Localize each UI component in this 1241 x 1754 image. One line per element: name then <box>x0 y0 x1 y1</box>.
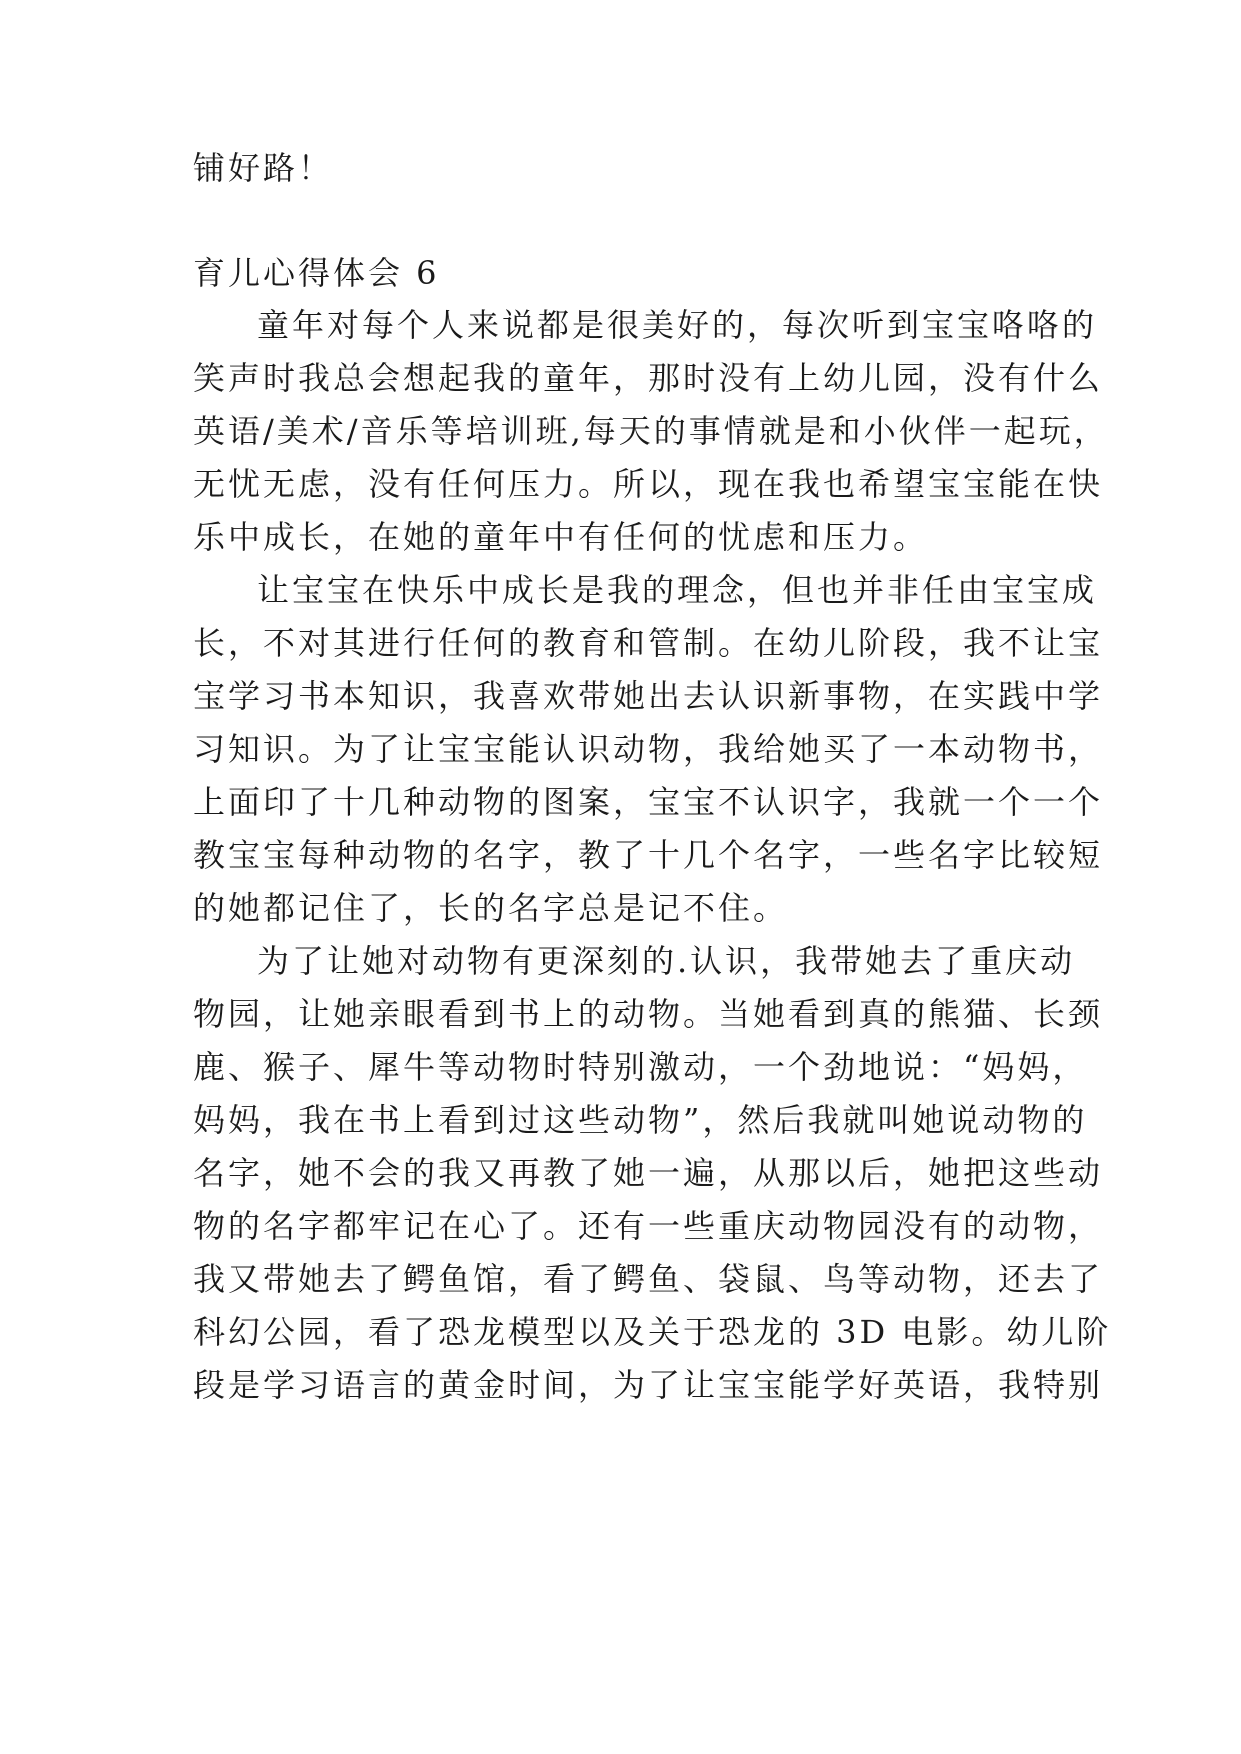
paragraph-line: 长，不对其进行任何的教育和管制。在幼儿阶段，我不让宝 <box>193 624 1104 662</box>
paragraph-line: 名字，她不会的我又再教了她一遍，从那以后，她把这些动 <box>193 1154 1104 1192</box>
paragraph-line: 为了让她对动物有更深刻的.认识，我带她去了重庆动 <box>257 942 1076 980</box>
paragraph-line: 宝学习书本知识，我喜欢带她出去认识新事物，在实践中学 <box>193 677 1104 715</box>
paragraph-line: 的她都记住了，长的名字总是记不住。 <box>193 889 789 927</box>
paragraph-line: 科幻公园，看了恐龙模型以及关于恐龙的 3D 电影。幼儿阶 <box>193 1313 1112 1351</box>
paragraph-line: 我又带她去了鳄鱼馆，看了鳄鱼、袋鼠、鸟等动物，还去了 <box>193 1260 1104 1298</box>
paragraph-line: 鹿、猴子、犀牛等动物时特别激动，一个劲地说：“妈妈， <box>193 1048 1088 1086</box>
paragraph-line: 教宝宝每种动物的名字，教了十几个名字，一些名字比较短 <box>193 836 1104 874</box>
paragraph-line: 无忧无虑，没有任何压力。所以，现在我也希望宝宝能在快 <box>193 465 1104 503</box>
paragraph-line: 上面印了十几种动物的图案，宝宝不认识字，我就一个一个 <box>193 783 1104 821</box>
paragraph-line: 乐中成长，在她的童年中有任何的忧虑和压力。 <box>193 518 929 556</box>
paragraph-line: 物园，让她亲眼看到书上的动物。当她看到真的熊猫、长颈 <box>193 995 1104 1033</box>
paragraph-line: 英语/美术/音乐等培训班,每天的事情就是和小伙伴一起玩， <box>193 412 1109 450</box>
paragraph-line: 让宝宝在快乐中成长是我的理念，但也并非任由宝宝成 <box>257 571 1098 609</box>
paragraph-line: 童年对每个人来说都是很美好的，每次听到宝宝咯咯的 <box>257 306 1098 344</box>
paragraph-line: 物的名字都牢记在心了。还有一些重庆动物园没有的动物， <box>193 1207 1104 1245</box>
closing-line: 铺好路！ <box>193 149 334 187</box>
paragraph-line: 段是学习语言的黄金时间，为了让宝宝能学好英语，我特别 <box>193 1366 1104 1404</box>
paragraph-line: 妈妈，我在书上看到过这些动物”，然后我就叫她说动物的 <box>193 1101 1088 1139</box>
section-heading: 育儿心得体会 6 <box>193 254 440 292</box>
paragraph-line: 习知识。为了让宝宝能认识动物，我给她买了一本动物书， <box>193 730 1104 768</box>
paragraph-line: 笑声时我总会想起我的童年，那时没有上幼儿园，没有什么 <box>193 359 1104 397</box>
